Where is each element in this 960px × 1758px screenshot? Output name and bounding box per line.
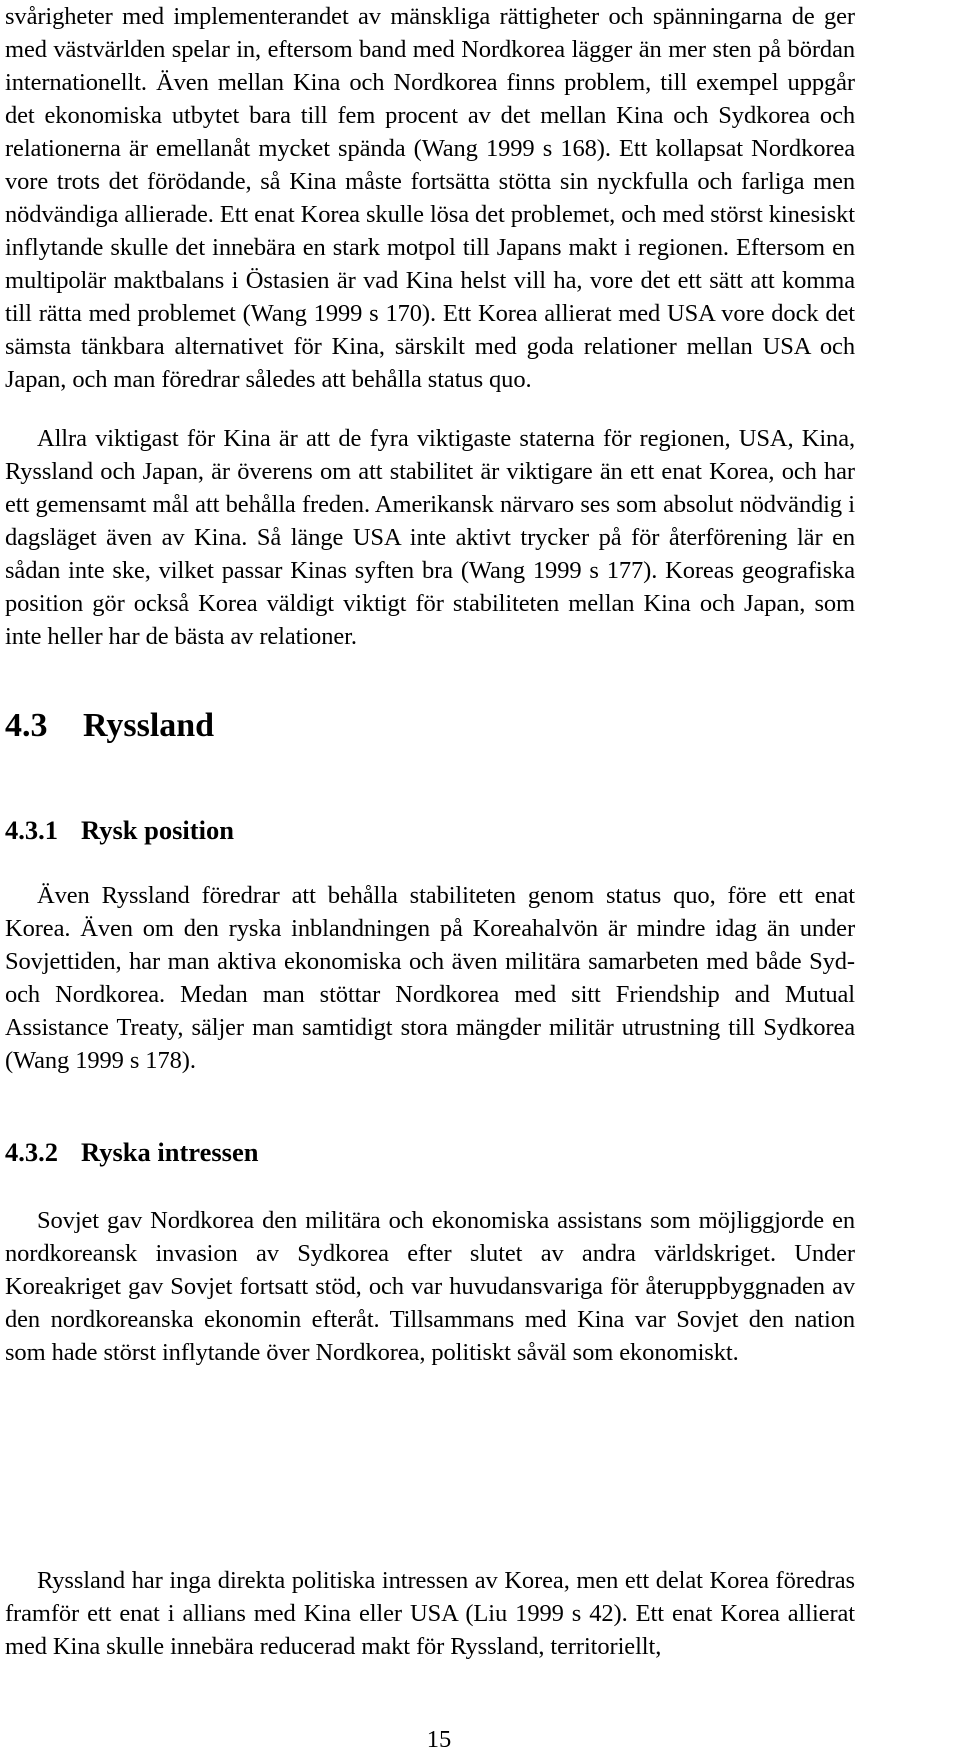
paragraph-stability: Allra viktigast för Kina är att de fyra viktigaste staterna för regionen, USA, Kina, Ryssland och Japan, är överens om att stabilitet är viktigare än ett enat Korea, och har ett gemensamt mål att behålla freden. Amerikansk närvaro ses som absolut nödvändig i dagsläget även av Kina. Så länge USA inte aktivt trycker på för återförening lär en sådan inte ske, vilket passar Kinas syften bra (Wang 1999 s 177). Koreas geografiska position gör också Korea väldigt viktigt för stabiliteten mellan Kina och Japan, som inte heller har de bästa av relationer. <box>5 425 855 650</box>
paragraph-soviet-assistance: Sovjet gav Nordkorea den militära och ekonomiska assistans som möjliggjorde en nordkoreansk invasion av Sydkorea efter slutet av andra världskriget. Under Koreakriget gav Sovjet fortsatt stöd, och var huvudansvariga för återuppbyggnaden av den nordkoreanska ekonomin efteråt. Tillsammans med Kina var Sovjet den nation som hade störst inflytande över Nordkorea, politiskt såväl som ekonomiskt. <box>5 1207 855 1366</box>
heading-title: Ryska intressen <box>81 1137 259 1167</box>
paragraph-china-relations: svårigheter med implementerandet av mänskliga rättigheter och spänningarna de ger med västvärlden spelar in, eftersom band med Nordkorea lägger än mer sten på bördan internationellt. Även mellan Kina och Nordkorea finns problem, till exempel uppgår det ekonomiska utbytet bara till fem procent av det mellan Kina och Sydkorea och relationerna är emellanåt mycket spända (Wang 1999 s 168). Ett kollapsat Nordkorea vore trots det förödande, så Kina måste fortsätta stötta sin nyckfulla och farliga men nödvändiga allierade. Ett enat Korea skulle lösa det problemet, och med störst kinesiskt inflytande skulle det innebära en stark motpol till Japans makt i regionen. Eftersom en multipolär maktbalans i Östasien är vad Kina helst vill ha, vore det ett sätt att komma till rätta med problemet (Wang 1999 s 170). Ett Korea allierat med USA vore dock det sämsta tänkbara alternativet för Kina, särskilt med goda relationer mellan USA och Japan, och man föredrar således att behålla status quo. <box>5 3 855 393</box>
heading-number: 4.3.1 <box>5 815 58 845</box>
heading-4-3-1 <box>5 814 234 846</box>
heading-title: Rysk position <box>81 815 234 845</box>
paragraph-russian-position: Även Ryssland föredrar att behålla stabiliteten genom status quo, före ett enat Korea. Även om den ryska inblandningen på Koreahalvön är mindre idag än under Sovjettiden, har man aktiva ekonomiska och även militära samarbeten med både Syd- och Nordkorea. Medan man stöttar Nordkorea med sitt Friendship and Mutual Assistance Treaty, säljer man samtidigt stora mängder militär utrustning till Sydkorea (Wang 1999 s 178). <box>5 882 855 1074</box>
heading-number: 4.3 <box>5 707 48 744</box>
heading-4-3-2 <box>5 1136 258 1168</box>
heading-title: Ryssland <box>83 707 215 744</box>
heading-4-3 <box>5 706 214 746</box>
paragraph-russian-interests: Ryssland har inga direkta politiska intressen av Korea, men ett delat Korea föredras framför ett enat i allians med Kina eller USA (Liu 1999 s 42). Ett enat Korea allierat med Kina skulle innebära reducerad makt för Ryssland, territoriellt, <box>5 1567 855 1660</box>
page-number: 15 <box>426 1726 452 1753</box>
heading-number: 4.3.2 <box>5 1137 58 1167</box>
